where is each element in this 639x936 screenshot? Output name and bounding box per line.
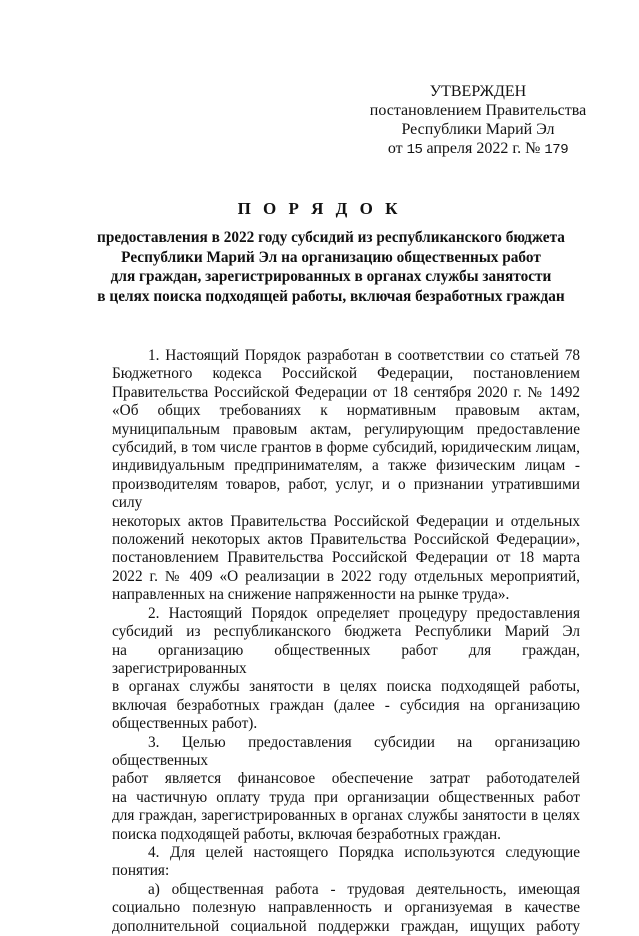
paragraph-line: Бюджетного кодекса Российской Федерации, постановлением [112,365,580,383]
paragraph [112,347,580,605]
paragraph-line: 3. Целью предоставления субсидии на организацию общественных [112,733,580,769]
paragraph-line: 1. Настоящий Порядок разработан в соответствии со статьей 78 [148,347,580,364]
approval-stamp [368,82,588,160]
paragraph-line: 2. Настоящий Порядок определяет процедуру предоставления [148,604,580,622]
paragraph-line: общественных работ). [112,715,258,733]
paragraph-line: Правительства Российской Федерации от 18 сентября 2020 г. № 1492 [112,383,580,401]
paragraph-line: на частичную оплату труда при организации общественных работ [112,788,580,806]
paragraph-line: некоторых актов Правительства Российской Федерации и отдельных [112,512,580,530]
paragraph-line: дополнительной социальной поддержки граждан, ищущих работу [112,917,580,935]
approval-authority: постановлением Правительства [369,102,587,119]
paragraph-line: направленных на снижение напряженности на рынке труда». [112,586,510,604]
subtitle-line: для граждан, зарегистрированных в органах службы занятости [110,268,552,285]
document-body [112,347,580,936]
paragraph-line: муниципальным правовым актам, регулирующим предоставление [112,420,580,438]
subtitle-line: Республики Марий Эл на организацию общественных работ [121,248,541,266]
paragraph-line: 4. Для целей настоящего Порядка используются следующие [148,843,580,861]
paragraph-line: в органах службы занятости в целях поиска подходящей работы, [112,678,580,696]
approval-date [368,139,588,160]
subtitle-line: в целях поиска подходящей работы, включая безработных граждан [97,287,565,305]
paragraph-line: включая безработных граждан (далее - субсидия на организацию [112,696,580,714]
paragraph-line: для граждан, зарегистрированных в органах службы занятости в целях [112,807,580,825]
paragraph-line: 2022 г. № 409 «О реализации в 2022 году отдельных мероприятий, [112,567,580,585]
paragraph-line: субсидий, в том числе грантов в форме субсидий, юридическим лицам, [112,439,580,457]
paragraph [112,605,580,734]
paragraph-line: а) общественная работа - трудовая деятельность, имеющая [148,880,580,898]
paragraph-line: социально полезную направленность и организуемая в качестве [112,899,580,917]
approval-day: 15 [406,142,423,158]
paragraph-line: понятия: [112,862,170,880]
approval-date-middle: апреля 2022 г. № [426,140,541,157]
paragraph-line: субсидий из республиканского бюджета Республики Марий Эл [112,623,580,641]
paragraph-line: индивидуальным предпринимателям, а также физическим лицам - [112,457,580,475]
approval-date-prefix: от [387,140,403,157]
paragraph-line: работ является финансовое обеспечение затрат работодателей [112,770,580,788]
paragraph-line: на организацию общественных работ для граждан, зарегистрированных [112,641,580,677]
paragraph-line: поиска подходящей работы, включая безработных граждан. [112,825,501,843]
paragraph-line: «Об общих требованиях к нормативным правовым актам, [112,402,580,420]
document-subtitle [96,228,566,306]
subtitle-line: предоставления в 2022 году субсидий из республиканского бюджета [97,229,565,246]
paragraph-line: производителям товаров, работ, услуг, и о признании утратившими силу [112,475,580,512]
approval-republic: Республики Марий Эл [401,121,555,138]
document-title: П О Р Я Д О К [237,199,402,218]
paragraph [112,844,580,881]
approval-heading: УТВЕРЖДЕН [429,83,527,100]
paragraph-line: положений некоторых актов Правительства Российской Федерации», [112,531,580,549]
paragraph [112,734,580,844]
paragraph-line: постановлением Правительства Российской Федерации от 18 марта [112,549,580,567]
paragraph [112,881,580,936]
approval-number: 179 [544,142,569,158]
